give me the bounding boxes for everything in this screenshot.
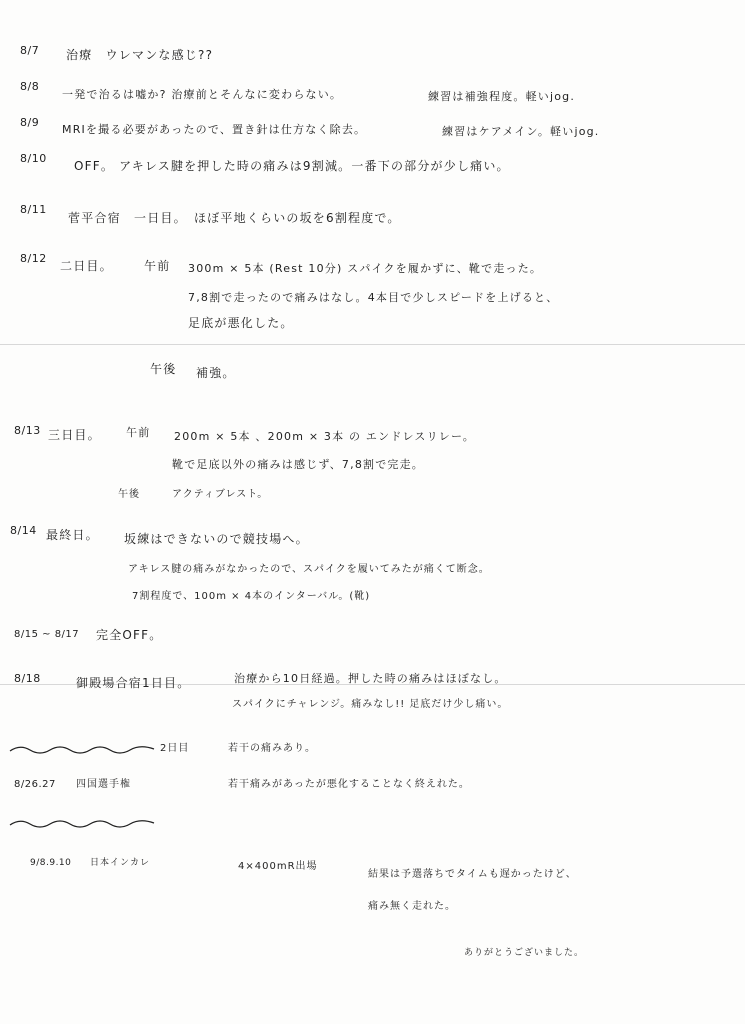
entry-pm-text: 補強。 bbox=[196, 366, 236, 380]
entry-line: 靴で足底以外の痛みは感じず、7,8割で完走。 bbox=[172, 458, 425, 471]
wavy-separator bbox=[8, 742, 158, 756]
entry-date: 8/18 bbox=[14, 672, 41, 685]
entry-text: 菅平合宿 一日目。 ほぼ平地くらいの坂を6割程度で。 bbox=[68, 211, 401, 225]
entry-date: 8/7 bbox=[20, 44, 40, 57]
entry-note: 練習は補強程度。軽いjog. bbox=[428, 90, 576, 103]
entry-date: 8/8 bbox=[20, 80, 40, 93]
entry-day: 三日目。 bbox=[48, 428, 101, 442]
entry-note: 練習はケアメイン。軽いjog. bbox=[442, 125, 600, 138]
entry-text: OFF。 アキレス腱を押した時の痛みは9割減。一番下の部分が少し痛い。 bbox=[74, 159, 510, 173]
entry-date: 8/26.27 bbox=[14, 779, 56, 790]
entry-date: 8/14 bbox=[10, 524, 37, 537]
entry-line: 7割程度で、100m × 4本のインターバル。(靴) bbox=[132, 591, 371, 602]
entry-text: MRIを撮る必要があったので、置き針は仕方なく除去。 bbox=[62, 123, 367, 136]
entry-pm-label: 午後 bbox=[150, 362, 177, 376]
entry-line: 7,8割で走ったので痛みはなし。4本目で少しスピードを上げると、 bbox=[188, 291, 559, 304]
fold-line bbox=[0, 344, 745, 345]
entry-pm-label: 午後 bbox=[118, 489, 140, 500]
entry-line: 結果は予選落ちでタイムも遅かったけど、 bbox=[368, 869, 577, 880]
entry-date: 8/10 bbox=[20, 152, 47, 165]
entry-text: 一発で治るは嘘か? 治療前とそんなに変わらない。 bbox=[62, 88, 343, 101]
entry-line: 痛み無く走れた。 bbox=[368, 901, 456, 912]
entry-line: 300m × 5本 (Rest 10分) スパイクを履かずに、靴で走った。 bbox=[188, 262, 543, 275]
entry-date: 8/15 ~ 8/17 bbox=[14, 629, 80, 640]
closing-text: ありがとうございました。 bbox=[464, 948, 585, 958]
entry-title: 四国選手権 bbox=[76, 779, 131, 790]
entry-line: スパイクにチャレンジ。痛みなし!! 足底だけ少し痛い。 bbox=[232, 699, 509, 710]
entry-event: 4×400mR出場 bbox=[238, 861, 318, 872]
entry-pm-text: アクティブレスト。 bbox=[172, 489, 269, 500]
entry-date: 8/13 bbox=[14, 424, 41, 437]
entry-note: 治療から10日経過。押した時の痛みはほぼなし。 bbox=[234, 672, 507, 685]
entry-date: 8/12 bbox=[20, 252, 47, 265]
entry-day: 2日目 bbox=[160, 743, 190, 754]
entry-line: 200m × 5本 、200m × 3本 の エンドレスリレー。 bbox=[174, 430, 475, 443]
entry-title: 日本インカレ bbox=[90, 858, 151, 868]
entry-date: 9/8.9.10 bbox=[30, 858, 72, 868]
entry-line: 足底が悪化した。 bbox=[188, 316, 294, 330]
entry-text: 完全OFF。 bbox=[96, 628, 163, 642]
entry-line: アキレス腱の痛みがなかったので、スパイクを履いてみたが痛くて断念。 bbox=[128, 564, 490, 575]
entry-text: 御殿場合宿1日目。 bbox=[76, 676, 191, 690]
entry-line: 坂練はできないので競技場へ。 bbox=[124, 532, 309, 546]
entry-day: 最終日。 bbox=[46, 528, 99, 542]
entry-date: 8/11 bbox=[20, 203, 47, 216]
wavy-separator bbox=[8, 816, 158, 830]
entry-text: 治療 ウレマンな感じ?? bbox=[66, 48, 214, 62]
entry-day: 二日目。 bbox=[60, 259, 113, 273]
entry-date: 8/9 bbox=[20, 116, 40, 129]
entry-text: 若干痛みがあったが悪化することなく終えれた。 bbox=[228, 779, 470, 790]
entry-am-label: 午前 bbox=[126, 426, 151, 439]
entry-text: 若干の痛みあり。 bbox=[228, 743, 316, 754]
entry-am-label: 午前 bbox=[144, 259, 171, 273]
